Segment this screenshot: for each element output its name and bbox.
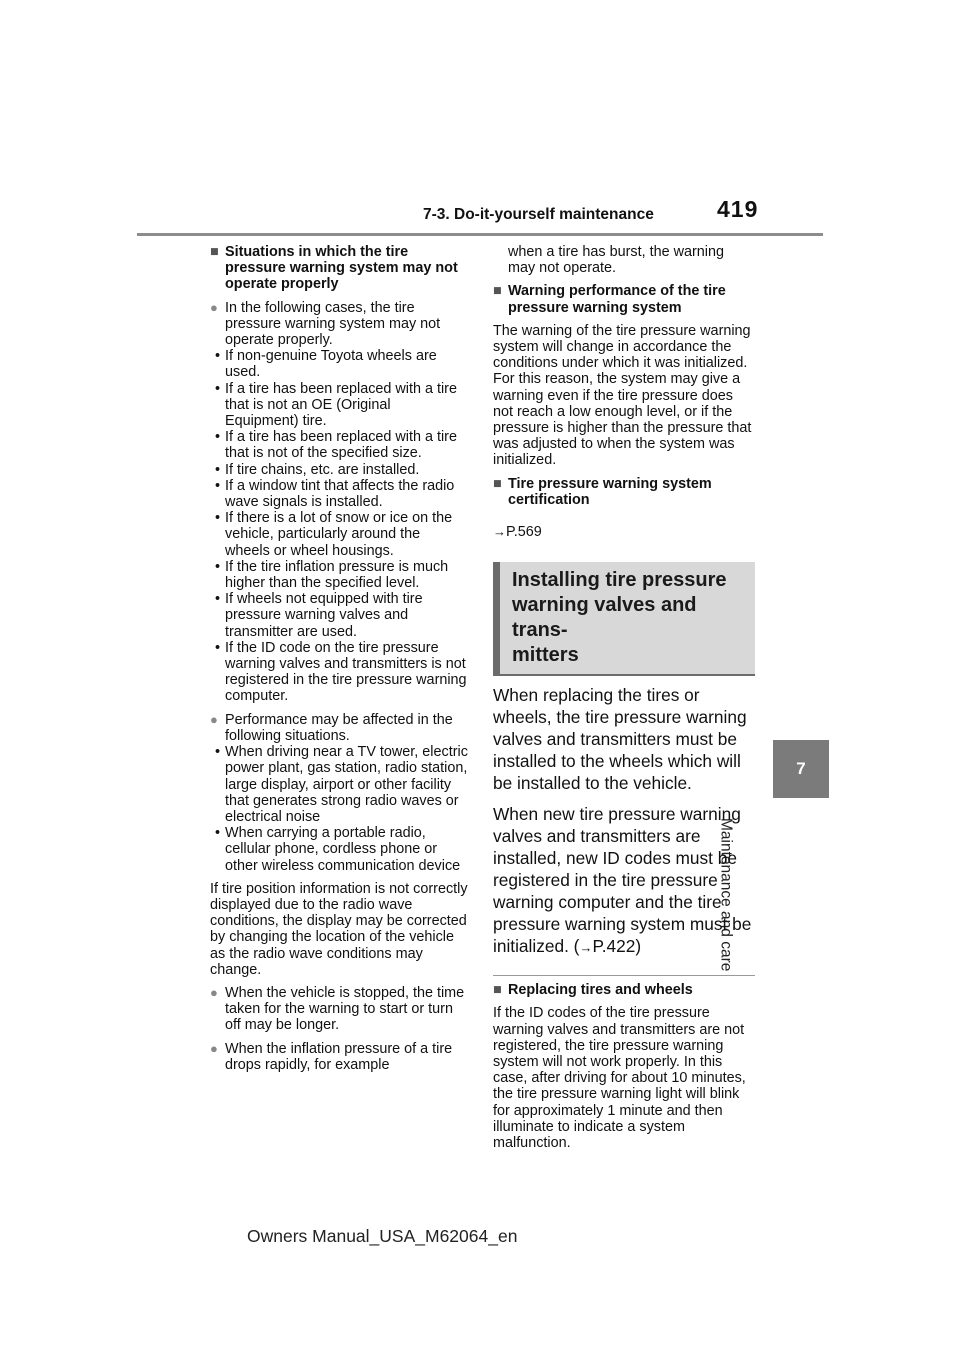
list-item (210, 348, 468, 380)
page-reference-link[interactable]: P.422 (592, 936, 636, 957)
section-title-line: mitters (512, 644, 579, 667)
list-item (210, 381, 468, 430)
body-paragraph (493, 803, 755, 959)
arrow-right-icon: → (493, 524, 506, 540)
list-item-text: If there is a lot of snow or ice on the vehicle, particularly around the wheels or wheel housings. (225, 510, 453, 559)
arrow-right-icon: → (579, 940, 593, 956)
bullet-item (210, 985, 468, 1034)
list-item-text: If a tire has been replaced with a tire that is not an OE (Original Equipment) tire. (225, 380, 457, 430)
dot-icon: • (214, 591, 221, 608)
header-divider (137, 233, 823, 236)
heading-text: Tire pressure warning system certification (508, 475, 712, 508)
bullet-text: When the inflation pressure of a tire drops rapidly, for example (225, 1040, 453, 1073)
list-item (210, 510, 468, 559)
divider (493, 975, 755, 976)
heading-text: Warning performance of the tire pressure warning system (508, 283, 726, 316)
section-title-line: warning valves and trans- (512, 594, 697, 642)
header-section-title: 7-3. Do-it-yourself maintenance (423, 206, 654, 223)
list-item (210, 640, 468, 705)
heading-text: Replacing tires and wheels (508, 982, 693, 999)
list-item-text: If a tire has been replaced with a tire that is not of the specified size. (225, 429, 457, 462)
list-item (210, 429, 468, 461)
list-item-text: If tire chains, etc. are installed. (225, 461, 420, 478)
subsection-heading (493, 283, 755, 315)
list-item (210, 591, 468, 640)
bullet-text: When the vehicle is stopped, the time taken for the warning to start or turn off may be longer. (225, 984, 465, 1034)
list-item (210, 825, 468, 874)
dot-icon: • (214, 429, 221, 446)
dot-icon: • (214, 477, 221, 494)
circle-bullet-icon: ● (210, 1040, 218, 1056)
body-text: ) (635, 936, 642, 957)
dot-icon: • (214, 639, 221, 656)
chapter-label (717, 818, 824, 978)
subsection-heading (210, 244, 468, 293)
square-bullet-icon: ■ (493, 475, 502, 492)
list-item-text: If a window tint that affects the radio wave signals is installed. (225, 477, 455, 511)
list-item-text: If the ID code on the tire pressure warning valves and transmitters is not registered in the tire pressure warning computer. (225, 639, 467, 705)
dot-icon: • (214, 825, 221, 842)
dot-icon: • (214, 348, 221, 365)
body-text: When new tire pressure warning valves and transmitters are installed, new ID codes must be registered in the tire pressure warning computer and the tire pressure warning system must be initialized. ( (493, 804, 752, 957)
list-item (210, 478, 468, 510)
condition-list (210, 348, 468, 704)
heading-text: Situations in which the tire pressure warning system may not operate properly (225, 244, 458, 293)
bullet-text: In the following cases, the tire pressure warning system may not operate properly. (225, 299, 441, 349)
page-number: 419 (717, 196, 759, 222)
section-title-line: Installing tire pressure (512, 569, 727, 592)
square-bullet-icon: ■ (210, 244, 219, 260)
bullet-continuation: when a tire has burst, the warning may not operate. (508, 244, 724, 277)
bullet-item (210, 1041, 468, 1073)
paragraph: If the ID codes of the tire pressure warning valves and transmitters are not registered, the tire pressure warning system will not work properly. In this case, after driving for about 10 minutes, the tire pressure warning light will blink for approximately 1 minute and then illuminate to indicate a system malfunction. (493, 1005, 746, 1152)
list-item-text: If non-genuine Toyota wheels are used. (225, 348, 437, 381)
circle-bullet-icon: ● (210, 984, 218, 1000)
square-bullet-icon: ■ (493, 283, 502, 300)
dot-icon: • (214, 461, 221, 478)
bullet-text: Performance may be affected in the following situations. (225, 711, 453, 744)
circle-bullet-icon: ● (210, 299, 218, 315)
paragraph: The warning of the tire pressure warning system will change in accordance the conditions under which it was initialized. For this reason, the system may give a warning even if the tire pressure does not reach a low enough level, or if the pressure is higher than the pressure that was adjusted to when the system was initialized. (493, 322, 752, 469)
footer-label: Owners Manual_USA_M62064_en (247, 1226, 518, 1246)
left-column (210, 244, 468, 1073)
subsection-heading (493, 476, 755, 508)
bullet-item (210, 712, 468, 744)
list-item (210, 462, 468, 478)
list-item-text: If wheels not equipped with tire pressure warning valves and transmitter are used. (225, 591, 423, 640)
dot-icon: • (214, 558, 221, 575)
right-column (493, 244, 755, 1158)
body-paragraph: When replacing the tires or wheels, the tire pressure warning valves and transmitters must be installed to the wheels which will be installed to the vehicle. (493, 685, 747, 794)
circle-bullet-icon: ● (210, 711, 218, 727)
section-title-box (493, 562, 755, 676)
dot-icon: • (214, 510, 221, 527)
list-item (210, 744, 468, 825)
list-item (210, 559, 468, 591)
list-item-text: If the tire inflation pressure is much higher than the specified level. (225, 558, 449, 592)
list-item-text: When driving near a TV tower, electric power plant, gas station, radio station, large display, airport or other facility that generates strong radio waves or electrical noise (225, 744, 468, 825)
reference-text: P.569 (506, 524, 542, 541)
dot-icon: • (214, 380, 221, 397)
square-bullet-icon: ■ (493, 982, 502, 999)
dot-icon: • (214, 744, 221, 761)
paragraph: If tire position information is not correctly displayed due to the radio wave conditions, the display may be corrected by changing the location of the vehicle as the radio wave conditions may change. (210, 880, 468, 978)
page-reference-link[interactable] (493, 524, 755, 540)
situation-list (210, 744, 468, 874)
chapter-title: Maintenance and care (717, 818, 735, 972)
subsection-heading (493, 982, 755, 998)
bullet-item (210, 300, 468, 349)
chapter-tab: 7 (773, 740, 829, 798)
list-item-text: When carrying a portable radio, cellular phone, cordless phone or other wireless communication device (225, 825, 461, 874)
